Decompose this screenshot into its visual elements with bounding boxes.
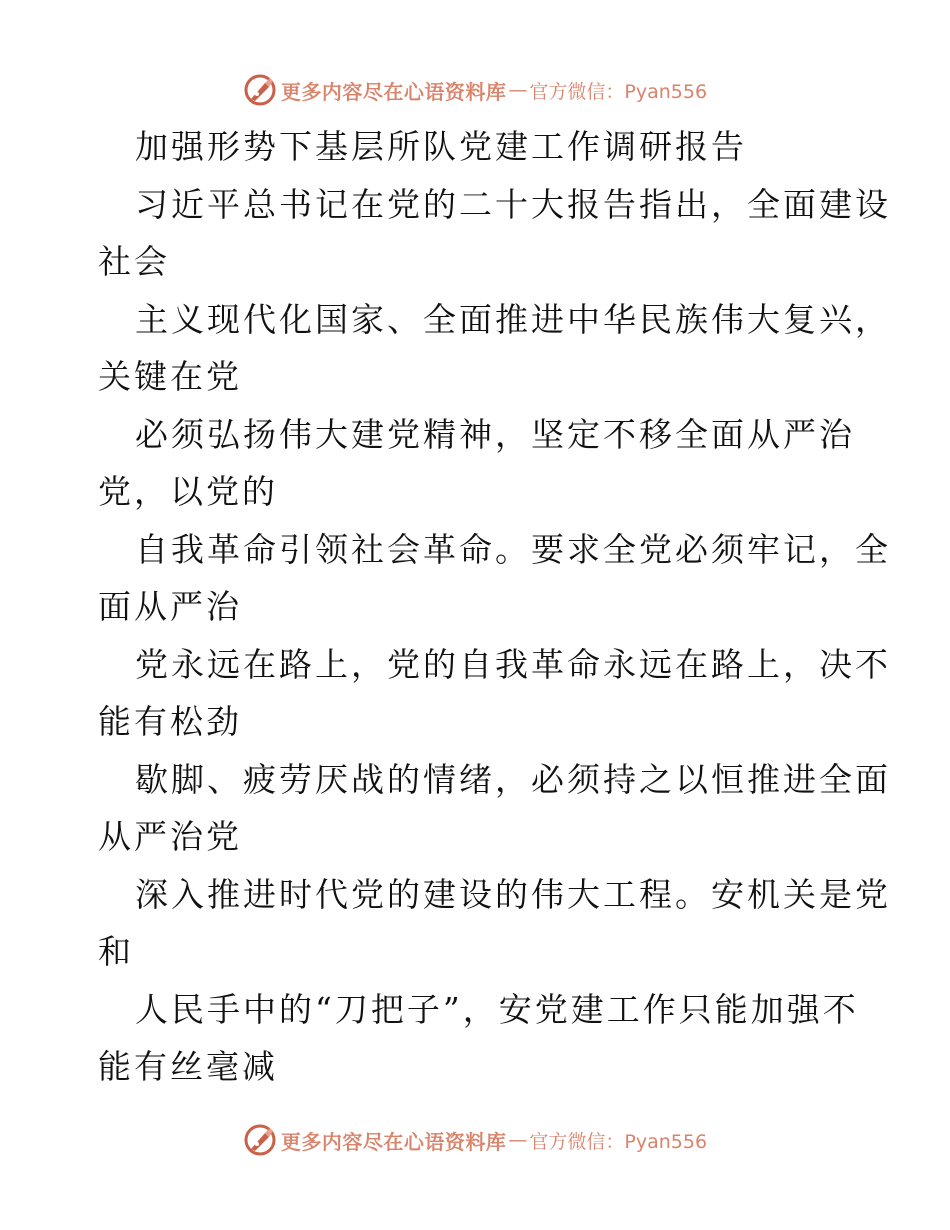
- fountain-pen-seal-icon: [243, 73, 277, 107]
- document-title: 加强形势下基层所队党建工作调研报告: [135, 127, 747, 166]
- fountain-pen-seal-icon: [243, 1123, 277, 1157]
- text-line: 面从严治: [98, 587, 242, 626]
- text-line: 党永远在路上，党的自我革命永远在路上，决不: [135, 644, 891, 684]
- text-line: 关键在党: [98, 357, 242, 396]
- text-line: 必须弘扬伟大建党精神，坚定不移全面从严治: [135, 414, 855, 454]
- text-line: 社会: [98, 242, 170, 281]
- banner-contact-text: 官方微信：Pyan556: [529, 1130, 708, 1153]
- text-line: 主义现代化国家、全面推进中华民族伟大复兴，: [135, 299, 891, 339]
- banner-brand-text: 更多内容尽在心语资料库: [280, 79, 507, 104]
- document-body: [98, 118, 891, 1096]
- text-line: 人民手中的“刀把子”，安党建工作只能加强不: [135, 989, 859, 1029]
- text-line: 能有丝毫减: [98, 1047, 278, 1086]
- banner-brand-text: 更多内容尽在心语资料库: [280, 1129, 507, 1154]
- text-line: 和: [98, 932, 134, 971]
- text-line: 从严治党: [98, 817, 242, 856]
- text-line: 能有松劲: [98, 702, 242, 741]
- banner-separator: —: [508, 1129, 528, 1151]
- text-line: 歇脚、疲劳厌战的情绪，必须持之以恒推进全面: [135, 759, 891, 799]
- banner-separator: —: [508, 79, 528, 101]
- text-line: 深入推进时代党的建设的伟大工程。安机关是党: [135, 874, 891, 914]
- text-line: 党，以党的: [98, 472, 278, 511]
- footer-banner: [0, 1120, 950, 1160]
- banner-contact-text: 官方微信：Pyan556: [529, 80, 708, 103]
- header-banner: [0, 70, 950, 110]
- text-line: 习近平总书记在党的二十大报告指出，全面建设: [135, 184, 891, 224]
- text-line: 自我革命引领社会革命。要求全党必须牢记，全: [135, 529, 891, 569]
